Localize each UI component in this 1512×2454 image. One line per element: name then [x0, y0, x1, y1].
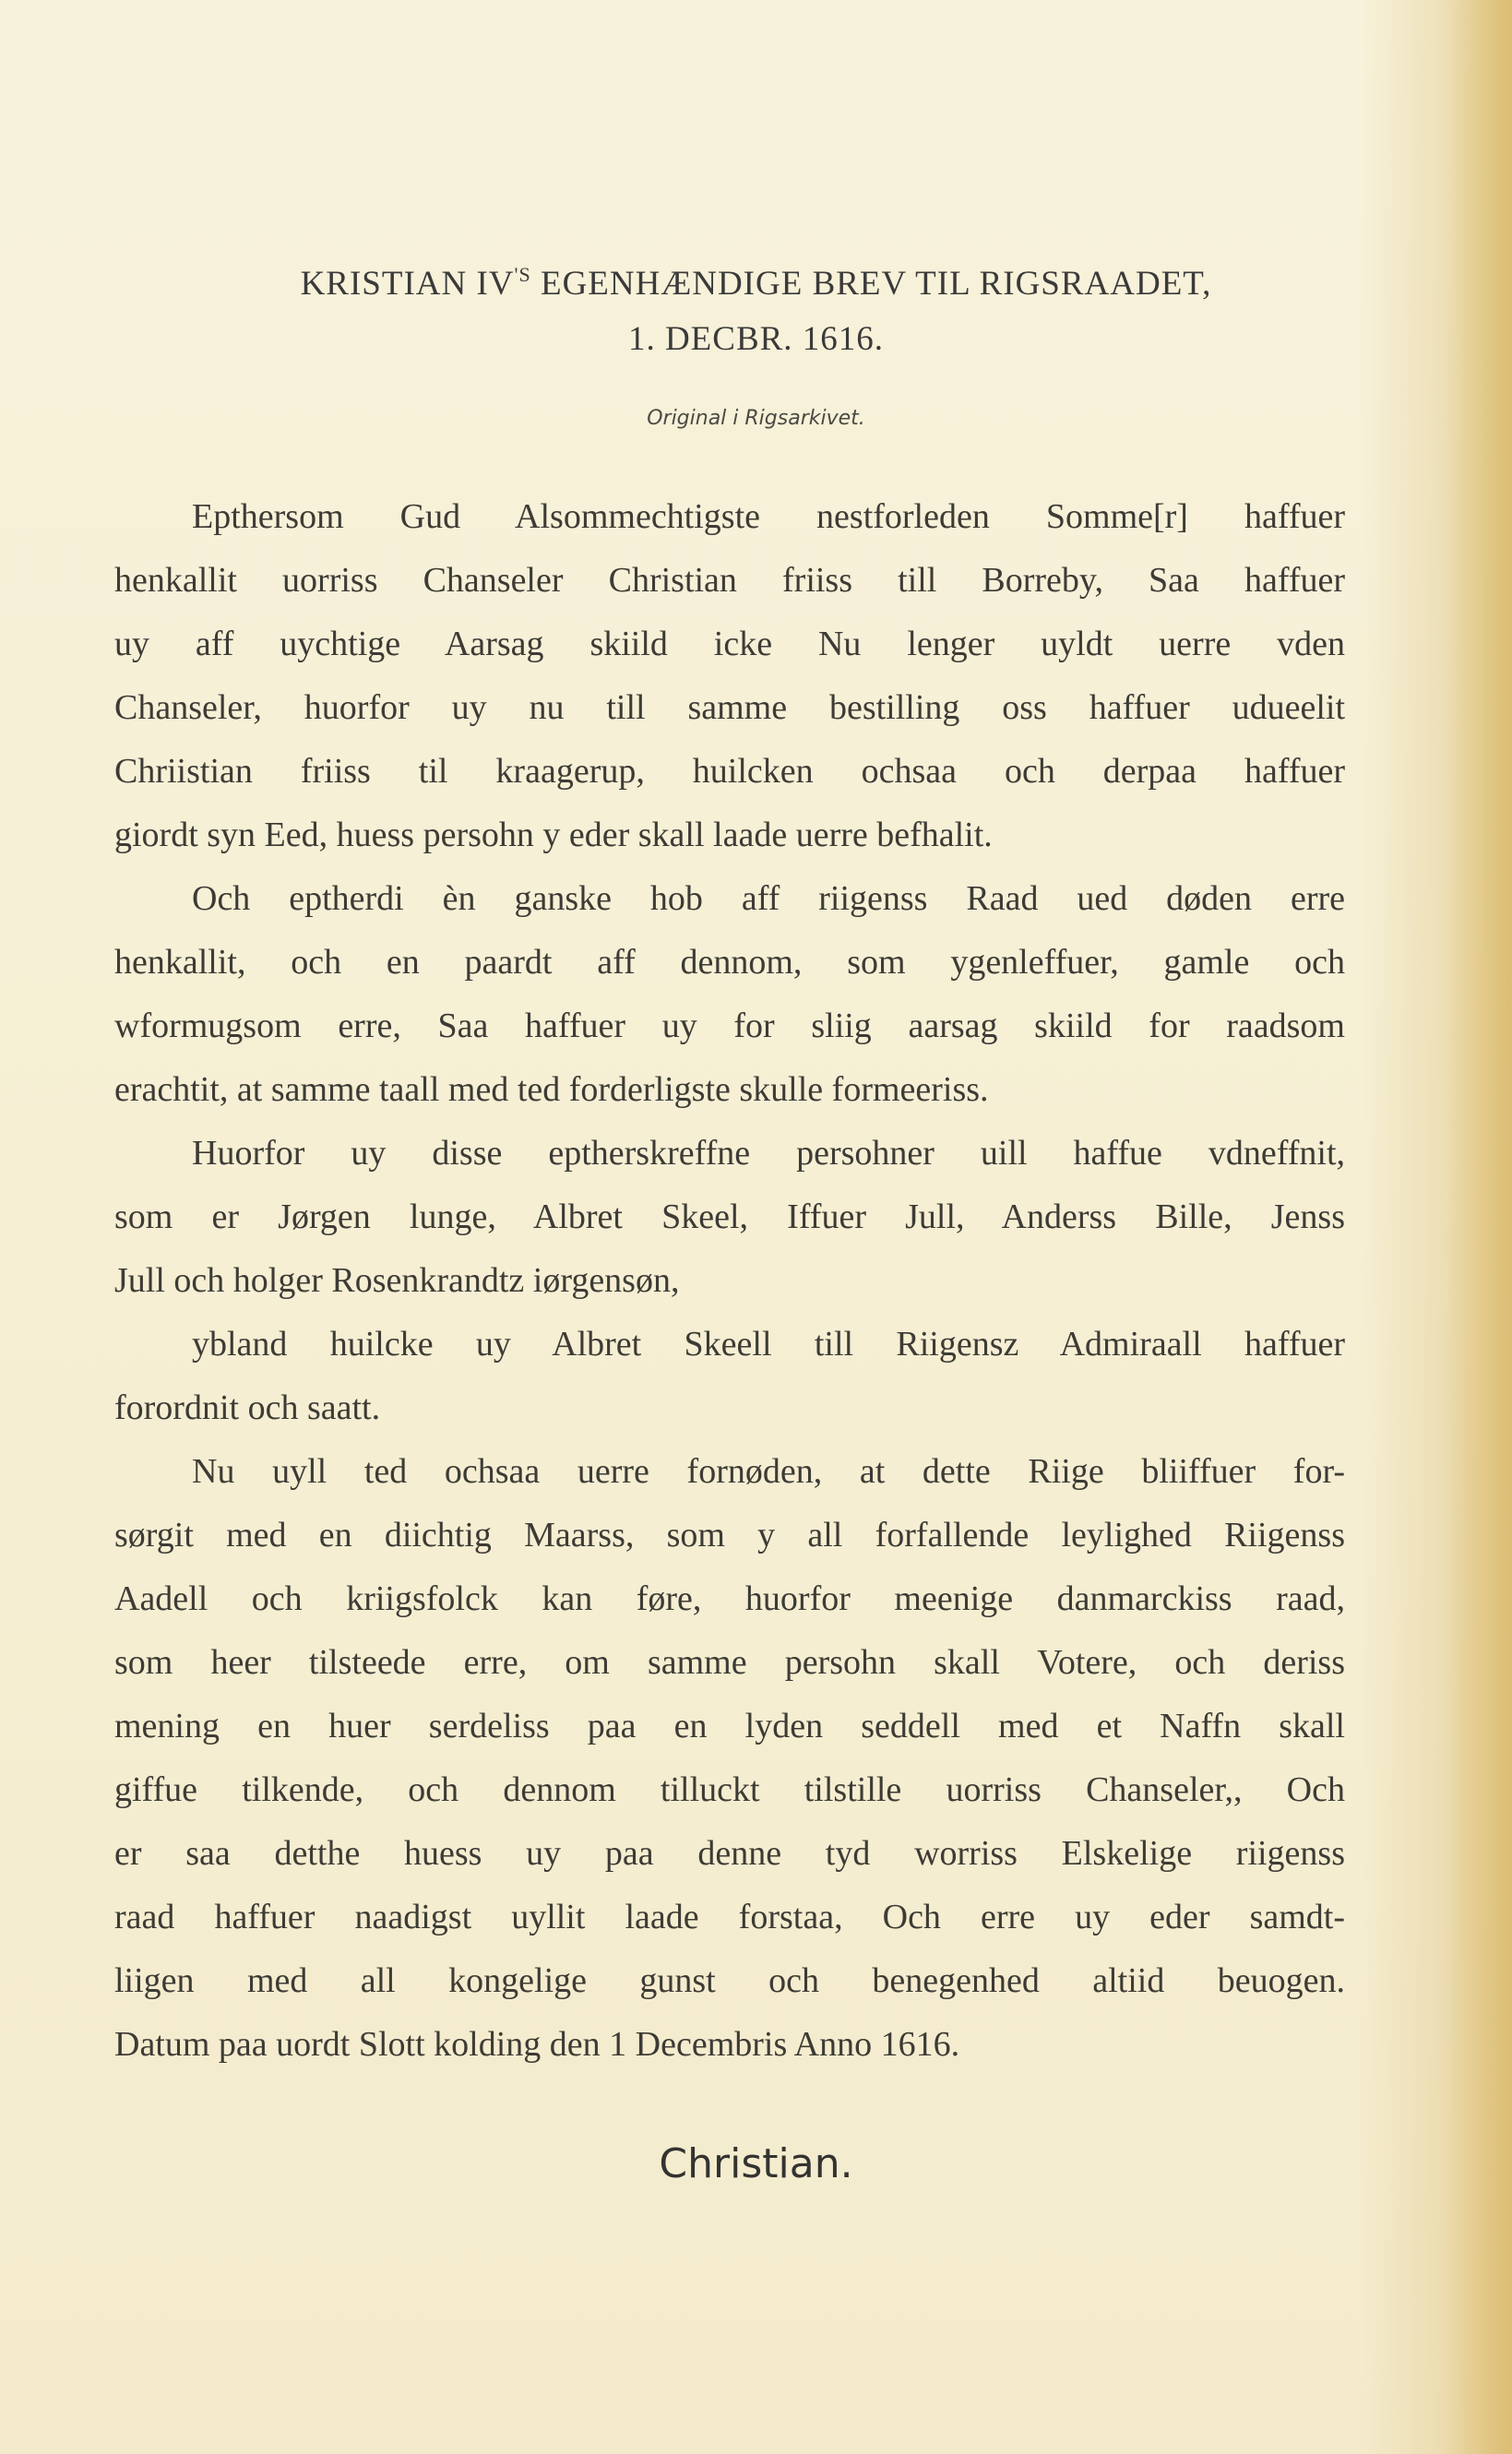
letter-line: wformugsom erre, Saa haffuer uy for sliig aarsag skiild for raadsom [114, 1007, 1345, 1045]
letter-line: Chanseler, huorfor uy nu till samme bestilling oss haffuer udueelit [114, 688, 1345, 727]
letter-line: Huorfor uy disse eptherskreffne persohner uill haffue vdneffnit, [192, 1134, 1345, 1173]
letter-line: erachtit, at samme taall med ted forderligste skulle formeeriss. [114, 1070, 989, 1109]
letter-line: liigen med all kongelige gunst och benegenhed altiid beuogen. [114, 1961, 1345, 2000]
letter-line: henkallit uorriss Chanseler Christian friiss till Borreby, Saa haffuer [114, 561, 1345, 600]
letter-line: Aadell och kriigsfolck kan føre, huorfor meenige danmarckiss raad, [114, 1579, 1345, 1618]
letter-line: Nu uyll ted ochsaa uerre fornøden, at dette Riige bliiffuer for- [192, 1452, 1345, 1491]
document-date: 1. DECBR. 1616. [627, 320, 885, 358]
source-note: Original i Rigsarkivet. [647, 407, 865, 430]
signature: Christian. [659, 2140, 853, 2187]
title-part-1: KRISTIAN IV [300, 265, 515, 303]
letter-line: Jull och holger Rosenkrandtz iørgensøn, [114, 1261, 680, 1300]
document-title [0, 264, 1512, 304]
letter-body [114, 494, 1345, 2085]
letter-line: uy aff uychtige Aarsag skiild icke Nu lenger uyldt uerre vden [114, 625, 1345, 663]
letter-line: mening en huer serdeliss paa en lyden seddell med et Naffn skall [114, 1707, 1345, 1745]
letter-line: raad haffuer naadigst uyllit laade forstaa, Och erre uy eder samdt- [114, 1898, 1345, 1936]
letter-line: som heer tilsteede erre, om samme persohn skall Votere, och deriss [114, 1643, 1345, 1682]
letter-line: er saa detthe huess uy paa denne tyd worriss Elskelige riigenss [114, 1834, 1345, 1873]
title-superscript: 'S [514, 263, 531, 286]
letter-line: ybland huilcke uy Albret Skeell till Riigensz Admiraall haffuer [192, 1325, 1345, 1364]
paper-edge [1447, 0, 1512, 2454]
letter-line: som er Jørgen lunge, Albret Skeel, Iffuer Jull, Anderss Bille, Jenss [114, 1197, 1345, 1236]
letter-line: Datum paa uordt Slott kolding den 1 Decembris Anno 1616. [114, 2025, 960, 2064]
letter-line: henkallit, och en paardt aff dennom, som ygenleffuer, gamle och [114, 943, 1345, 982]
letter-line: giffue tilkende, och dennom tilluckt tilstille uorriss Chanseler,, Och [114, 1770, 1345, 1809]
letter-line: Epthersom Gud Alsommechtigste nestforleden Somme[r] haffuer [192, 497, 1345, 536]
title-part-2: EGENHÆNDIGE BREV TIL RIGSRAADET, [530, 265, 1212, 303]
letter-line: giordt syn Eed, huess persohn y eder skall laade uerre befhalit. [114, 816, 993, 854]
letter-line: Chriistian friiss til kraagerup, huilcken ochsaa och derpaa haffuer [114, 752, 1345, 791]
letter-line: Och eptherdi èn ganske hob aff riigenss Raad ued døden erre [192, 879, 1345, 918]
letter-line: sørgit med en diichtig Maarss, som y all forfallende leylighed Riigenss [114, 1516, 1345, 1555]
letter-line: forordnit och saatt. [114, 1388, 381, 1427]
